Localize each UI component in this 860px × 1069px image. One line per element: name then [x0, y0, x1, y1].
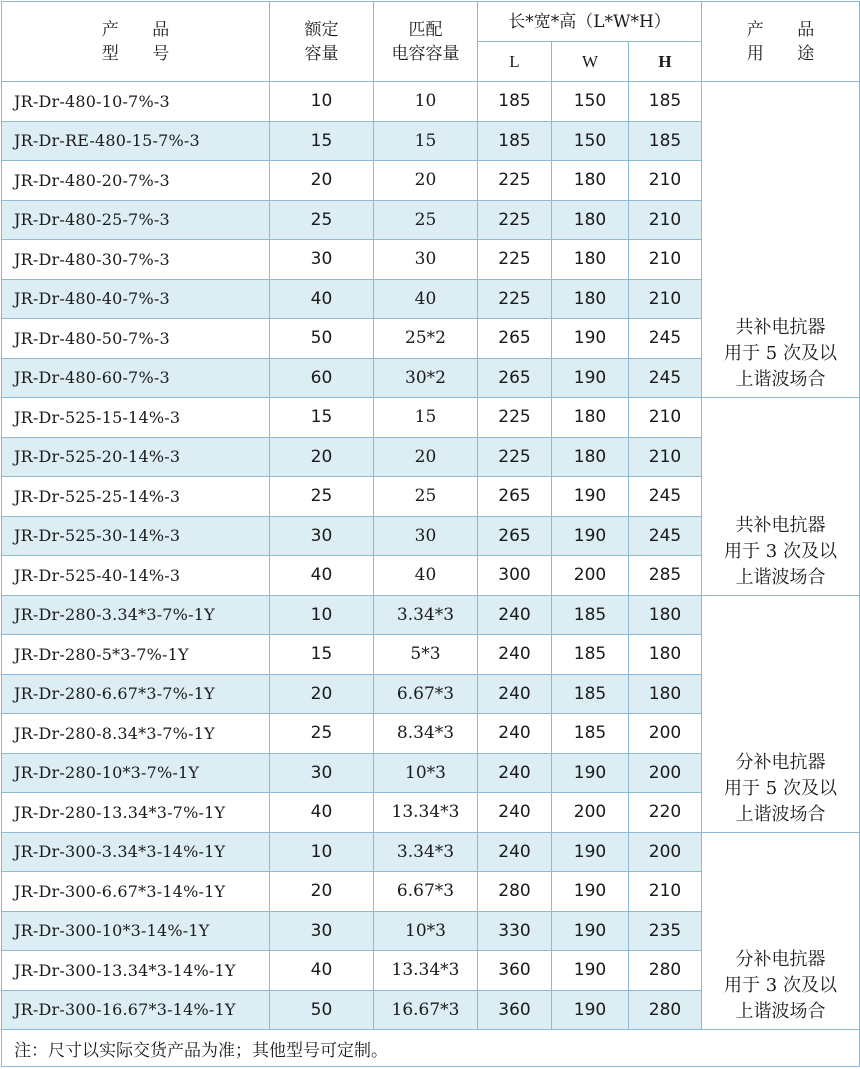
table-row	[2, 398, 860, 438]
usage-cell	[702, 832, 860, 1030]
cell-matching-capacitor: 25*2	[374, 319, 478, 359]
cell-rated-capacity: 40	[270, 951, 374, 991]
usage-cell	[702, 82, 860, 398]
cell-model: JR-Dr-525-40-14%-3	[2, 556, 270, 596]
usage-line: 用于 3 次及以	[724, 975, 837, 996]
cell-width: 190	[552, 477, 629, 517]
cell-height: 210	[629, 161, 702, 201]
cell-height: 200	[629, 832, 702, 872]
usage-line: 共补电抗器	[735, 514, 826, 536]
cell-rated-capacity: 20	[270, 872, 374, 912]
cell-height: 245	[629, 358, 702, 398]
header-match-line1: 匹配	[408, 19, 443, 40]
usage-line: 上谐波场合	[735, 1001, 826, 1022]
cell-length: 240	[478, 714, 552, 754]
cell-model: JR-Dr-480-60-7%-3	[2, 358, 270, 398]
cell-width: 190	[552, 832, 629, 872]
cell-length: 240	[478, 832, 552, 872]
header-usage-line2: 用 途	[746, 43, 829, 64]
cell-length: 265	[478, 319, 552, 359]
cell-height: 245	[629, 516, 702, 556]
cell-matching-capacitor: 20	[374, 437, 478, 477]
cell-rated-capacity: 60	[270, 358, 374, 398]
usage-line: 分补电抗器	[735, 949, 826, 970]
cell-matching-capacitor: 8.34*3	[374, 714, 478, 754]
cell-model: JR-Dr-280-10*3-7%-1Y	[2, 753, 270, 793]
cell-model: JR-Dr-300-6.67*3-14%-1Y	[2, 872, 270, 912]
table-row	[2, 832, 860, 872]
cell-rated-capacity: 50	[270, 990, 374, 1030]
header-model	[2, 2, 270, 82]
cell-matching-capacitor: 13.34*3	[374, 951, 478, 991]
cell-width: 150	[552, 82, 629, 122]
cell-matching-capacitor: 6.67*3	[374, 872, 478, 912]
cell-model: JR-Dr-280-13.34*3-7%-1Y	[2, 793, 270, 833]
cell-model: JR-Dr-300-13.34*3-14%-1Y	[2, 951, 270, 991]
usage-line: 用于 5 次及以	[724, 777, 837, 799]
footnote: 注：尺寸以实际交货产品为准；其他型号可定制。	[2, 1030, 860, 1067]
cell-matching-capacitor: 3.34*3	[374, 595, 478, 635]
cell-length: 360	[478, 951, 552, 991]
cell-width: 185	[552, 635, 629, 675]
cell-model: JR-Dr-480-20-7%-3	[2, 161, 270, 201]
header-rated-line2: 容量	[304, 43, 339, 64]
cell-width: 190	[552, 990, 629, 1030]
header-rated-capacity	[270, 2, 374, 82]
cell-model: JR-Dr-280-3.34*3-7%-1Y	[2, 595, 270, 635]
cell-width: 200	[552, 793, 629, 833]
header-length: L	[478, 42, 552, 82]
cell-width: 185	[552, 674, 629, 714]
cell-height: 210	[629, 279, 702, 319]
cell-length: 185	[478, 82, 552, 122]
cell-rated-capacity: 40	[270, 279, 374, 319]
usage-cell	[702, 398, 860, 596]
cell-matching-capacitor: 15	[374, 121, 478, 161]
header-model-line2: 型 号	[101, 43, 184, 64]
header-match-line2: 电容容量	[391, 43, 460, 64]
cell-height: 280	[629, 951, 702, 991]
cell-rated-capacity: 20	[270, 437, 374, 477]
cell-rated-capacity: 25	[270, 200, 374, 240]
cell-height: 245	[629, 319, 702, 359]
product-spec-table	[1, 1, 860, 1067]
cell-rated-capacity: 40	[270, 793, 374, 833]
cell-length: 360	[478, 990, 552, 1030]
header-matching-capacitor	[374, 2, 478, 82]
cell-matching-capacitor: 16.67*3	[374, 990, 478, 1030]
cell-rated-capacity: 10	[270, 82, 374, 122]
usage-line: 用于 5 次及以	[724, 343, 837, 364]
table-body	[2, 82, 860, 1030]
header-model-line1: 产 品	[101, 19, 184, 40]
cell-model: JR-Dr-525-25-14%-3	[2, 477, 270, 517]
cell-model: JR-Dr-280-5*3-7%-1Y	[2, 635, 270, 675]
cell-height: 210	[629, 398, 702, 438]
usage-line: 上谐波场合	[735, 369, 826, 390]
cell-model: JR-Dr-525-30-14%-3	[2, 516, 270, 556]
cell-length: 225	[478, 200, 552, 240]
cell-height: 180	[629, 674, 702, 714]
cell-height: 180	[629, 635, 702, 675]
cell-width: 150	[552, 121, 629, 161]
cell-width: 200	[552, 556, 629, 596]
cell-rated-capacity: 20	[270, 161, 374, 201]
cell-matching-capacitor: 5*3	[374, 635, 478, 675]
cell-height: 185	[629, 82, 702, 122]
cell-length: 225	[478, 240, 552, 280]
cell-height: 180	[629, 595, 702, 635]
cell-matching-capacitor: 20	[374, 161, 478, 201]
cell-height: 210	[629, 200, 702, 240]
cell-model: JR-Dr-525-15-14%-3	[2, 398, 270, 438]
cell-length: 240	[478, 674, 552, 714]
header-width: W	[552, 42, 629, 82]
cell-length: 265	[478, 516, 552, 556]
cell-height: 280	[629, 990, 702, 1030]
cell-length: 265	[478, 358, 552, 398]
cell-width: 190	[552, 753, 629, 793]
header-usage-line1: 产 品	[746, 19, 829, 40]
cell-model: JR-Dr-280-6.67*3-7%-1Y	[2, 674, 270, 714]
cell-rated-capacity: 25	[270, 714, 374, 754]
cell-rated-capacity: 20	[270, 674, 374, 714]
cell-length: 225	[478, 437, 552, 477]
cell-width: 190	[552, 516, 629, 556]
cell-height: 210	[629, 437, 702, 477]
cell-width: 190	[552, 319, 629, 359]
cell-model: JR-Dr-300-3.34*3-14%-1Y	[2, 832, 270, 872]
cell-length: 240	[478, 595, 552, 635]
cell-model: JR-Dr-480-25-7%-3	[2, 200, 270, 240]
cell-rated-capacity: 15	[270, 635, 374, 675]
cell-height: 245	[629, 477, 702, 517]
cell-width: 180	[552, 437, 629, 477]
cell-rated-capacity: 30	[270, 516, 374, 556]
cell-width: 185	[552, 714, 629, 754]
cell-length: 225	[478, 161, 552, 201]
cell-length: 225	[478, 279, 552, 319]
cell-height: 235	[629, 911, 702, 951]
usage-line: 上谐波场合	[735, 803, 826, 825]
usage-line: 上谐波场合	[735, 566, 826, 588]
cell-length: 240	[478, 753, 552, 793]
cell-length: 240	[478, 635, 552, 675]
cell-matching-capacitor: 30	[374, 516, 478, 556]
cell-matching-capacitor: 6.67*3	[374, 674, 478, 714]
cell-matching-capacitor: 40	[374, 556, 478, 596]
cell-height: 200	[629, 714, 702, 754]
usage-cell	[702, 595, 860, 832]
usage-line: 分补电抗器	[735, 751, 826, 773]
cell-length: 185	[478, 121, 552, 161]
cell-matching-capacitor: 13.34*3	[374, 793, 478, 833]
cell-width: 190	[552, 872, 629, 912]
cell-width: 185	[552, 595, 629, 635]
cell-model: JR-Dr-300-16.67*3-14%-1Y	[2, 990, 270, 1030]
cell-rated-capacity: 25	[270, 477, 374, 517]
header-height: H	[629, 42, 702, 82]
cell-width: 190	[552, 358, 629, 398]
cell-rated-capacity: 30	[270, 753, 374, 793]
cell-height: 210	[629, 872, 702, 912]
cell-rated-capacity: 50	[270, 319, 374, 359]
cell-model: JR-Dr-280-8.34*3-7%-1Y	[2, 714, 270, 754]
header-rated-line1: 额定	[304, 19, 339, 40]
cell-matching-capacitor: 30*2	[374, 358, 478, 398]
cell-height: 285	[629, 556, 702, 596]
cell-height: 200	[629, 753, 702, 793]
cell-rated-capacity: 15	[270, 398, 374, 438]
cell-length: 265	[478, 477, 552, 517]
cell-matching-capacitor: 30	[374, 240, 478, 280]
cell-width: 180	[552, 200, 629, 240]
cell-matching-capacitor: 25	[374, 477, 478, 517]
cell-rated-capacity: 15	[270, 121, 374, 161]
cell-rated-capacity: 30	[270, 911, 374, 951]
usage-line: 用于 3 次及以	[724, 540, 837, 562]
table-row	[2, 595, 860, 635]
cell-model: JR-Dr-RE-480-15-7%-3	[2, 121, 270, 161]
cell-model: JR-Dr-300-10*3-14%-1Y	[2, 911, 270, 951]
header-dimensions: 长*宽*高（L*W*H）	[478, 2, 702, 42]
cell-rated-capacity: 30	[270, 240, 374, 280]
cell-model: JR-Dr-480-40-7%-3	[2, 279, 270, 319]
cell-model: JR-Dr-525-20-14%-3	[2, 437, 270, 477]
cell-rated-capacity: 10	[270, 832, 374, 872]
cell-height: 210	[629, 240, 702, 280]
cell-matching-capacitor: 25	[374, 200, 478, 240]
cell-matching-capacitor: 10	[374, 82, 478, 122]
cell-model: JR-Dr-480-30-7%-3	[2, 240, 270, 280]
cell-matching-capacitor: 3.34*3	[374, 832, 478, 872]
cell-width: 180	[552, 240, 629, 280]
cell-model: JR-Dr-480-10-7%-3	[2, 82, 270, 122]
cell-rated-capacity: 40	[270, 556, 374, 596]
cell-length: 240	[478, 793, 552, 833]
cell-length: 300	[478, 556, 552, 596]
cell-width: 190	[552, 911, 629, 951]
cell-matching-capacitor: 10*3	[374, 911, 478, 951]
usage-line: 共补电抗器	[735, 317, 826, 338]
cell-height: 185	[629, 121, 702, 161]
table-header	[2, 2, 860, 82]
cell-rated-capacity: 10	[270, 595, 374, 635]
cell-width: 190	[552, 951, 629, 991]
table-row	[2, 82, 860, 122]
cell-model: JR-Dr-480-50-7%-3	[2, 319, 270, 359]
cell-length: 330	[478, 911, 552, 951]
cell-width: 180	[552, 279, 629, 319]
cell-length: 225	[478, 398, 552, 438]
cell-height: 220	[629, 793, 702, 833]
cell-width: 180	[552, 161, 629, 201]
cell-width: 180	[552, 398, 629, 438]
cell-matching-capacitor: 10*3	[374, 753, 478, 793]
cell-matching-capacitor: 15	[374, 398, 478, 438]
header-usage	[702, 2, 860, 82]
cell-matching-capacitor: 40	[374, 279, 478, 319]
cell-length: 280	[478, 872, 552, 912]
